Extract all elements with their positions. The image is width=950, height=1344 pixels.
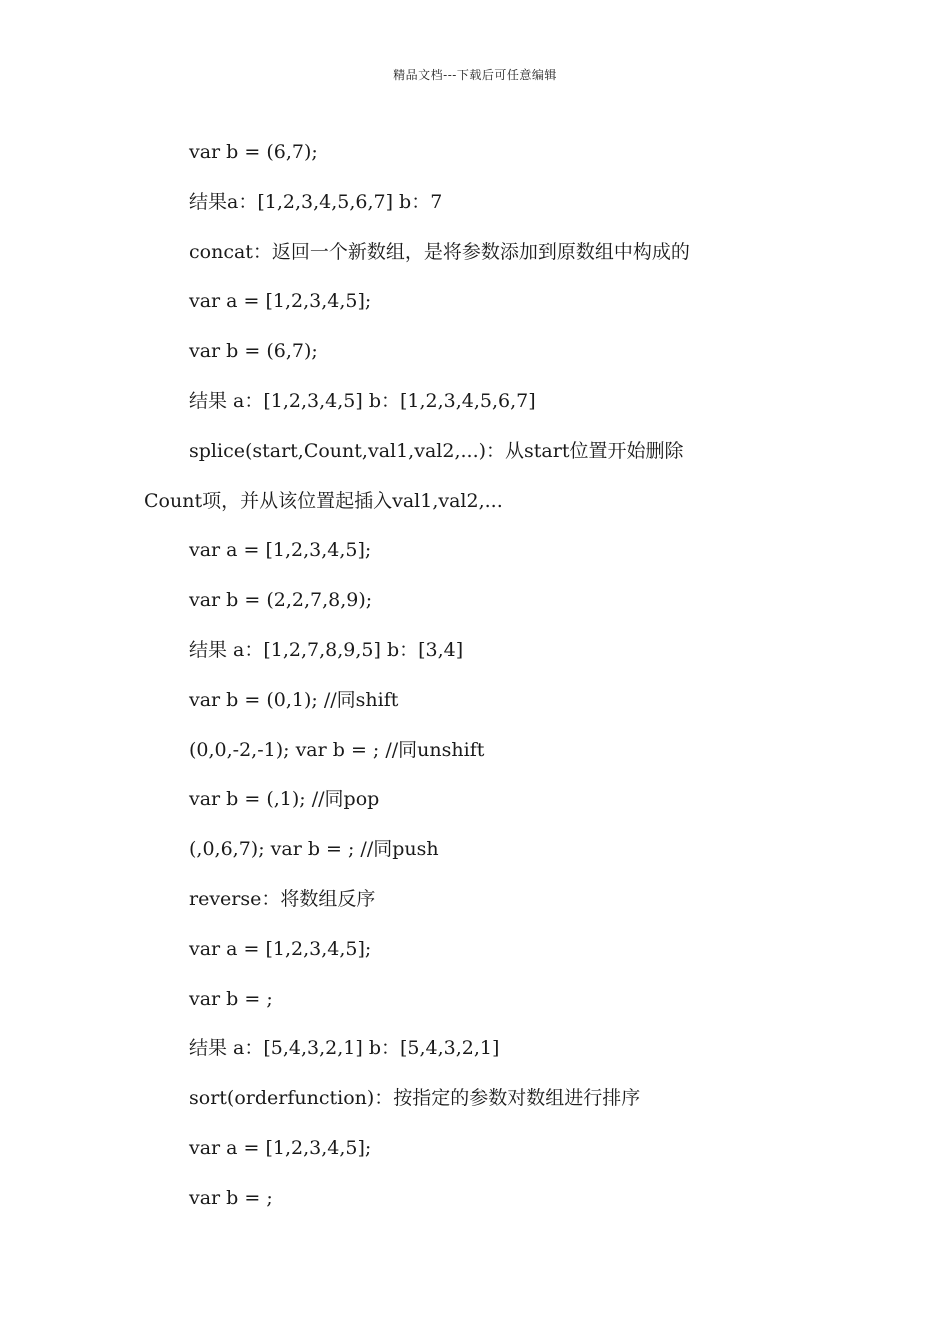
text-line: var b = (,1); //同pop [189,788,380,811]
text-line: Count项，并从该位置起插入val1,val2,... [144,489,503,512]
text-line: 结果 a：[1,2,7,8,9,5] b：[3,4] [189,638,464,661]
text-line: 结果 a：[1,2,3,4,5] b：[1,2,3,4,5,6,7] [189,389,536,412]
text-line: reverse：将数组反序 [189,887,376,910]
text-line: 结果 a：[5,4,3,2,1] b：[5,4,3,2,1] [189,1037,500,1060]
text-line: (0,0,-2,-1); var b = ; //同unshift [189,738,485,761]
text-line: var a = [1,2,3,4,5]; [189,290,372,313]
text-line: var a = [1,2,3,4,5]; [189,1136,372,1159]
text-line: var b = (2,2,7,8,9); [189,589,373,612]
text-line: var b = ; [189,1186,273,1209]
text-line: concat：返回一个新数组，是将参数添加到原数组中构成的 [189,240,690,263]
text-line: (,0,6,7); var b = ; //同push [189,838,439,861]
page-header: 精品文档---下载后可任意编辑 [393,68,557,82]
text-line: var b = ; [189,987,273,1010]
text-line: var b = (6,7); [189,141,318,163]
text-line: splice(start,Count,val1,val2,...)：从start位置开始删除 [189,439,684,462]
text-line: var b = (0,1); //同shift [189,688,399,711]
text-line: 结果a：[1,2,3,4,5,6,7] b：7 [189,190,443,213]
text-line: var a = [1,2,3,4,5]; [189,937,372,960]
text-line: sort(orderfunction)：按指定的参数对数组进行排序 [189,1087,641,1110]
text-line: var a = [1,2,3,4,5]; [189,539,372,562]
text-line: var b = (6,7); [189,340,318,363]
document-body [144,132,834,1228]
